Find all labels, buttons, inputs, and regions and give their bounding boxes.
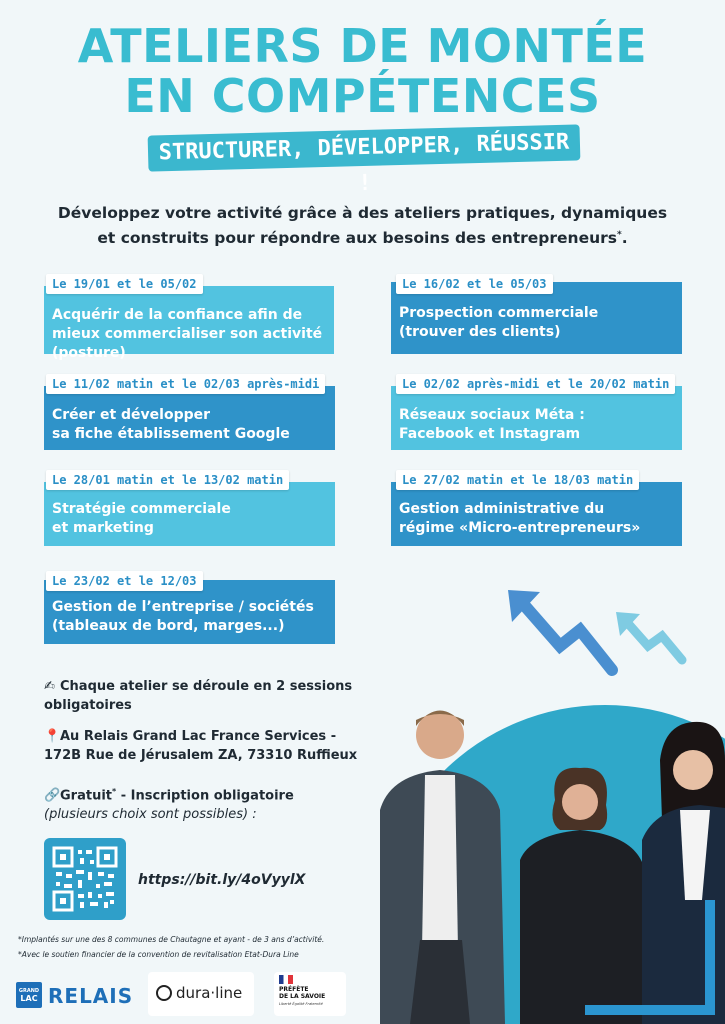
team-photo [380, 690, 725, 1024]
page-title-line2: EN COMPÉTENCES [124, 69, 601, 123]
workshop-title-line: Acquérir de la confiance afin de [52, 307, 303, 323]
workshop-box [391, 482, 682, 546]
duraline-wordmark: dura·line [176, 984, 243, 1002]
footnote-1: *Implantés sur une des 8 communes de Chautagne et ayant - de 3 ans d’activité. [18, 935, 325, 944]
footnote-2: *Avec le soutien financier de la convention de revitalisation Etat-Dura Line [18, 950, 299, 959]
intro-line1: Développez votre activité grâce à des ateliers pratiques, dynamiques [57, 204, 668, 222]
workshop-title-line: (tableaux de bord, marges...) [52, 618, 285, 634]
workshop-title-line: régime «Micro-entrepreneurs» [399, 520, 641, 536]
workshop-date: Le 02/02 après-midi et le 20/02 matin [396, 374, 675, 394]
intro-line2: et construits pour répondre aux besoins des entrepreneurs*. [97, 229, 628, 248]
sessions-info: ✍ Chaque atelier se déroule en 2 sessions obligatoires [44, 679, 353, 713]
workshop-box [44, 286, 334, 361]
workshop-box [44, 386, 335, 450]
workshop-title-line: Stratégie commerciale [52, 501, 231, 517]
qr-pattern-icon [52, 846, 118, 912]
zigzag-arrows-icon [500, 588, 700, 688]
workshop-title-line: et marketing [52, 520, 154, 536]
relais-logo [16, 974, 144, 1014]
workshop-date: Le 19/01 et le 05/02 [46, 274, 203, 294]
page-title-line1: ATELIERS DE MONTÉE [77, 19, 648, 73]
workshop-title-line: (posture) [52, 345, 126, 361]
writing-hand-icon: ✍ [44, 679, 55, 694]
partner-logos [10, 968, 355, 1018]
workshop-title-line: sa fiche établissement Google [52, 426, 290, 442]
workshop-title-line: Gestion de l’entreprise / sociétés [52, 599, 314, 615]
prefecture-name: PRÉFÈTE DE LA SAVOIE [279, 986, 326, 1000]
workshop-date: Le 28/01 matin et le 13/02 matin [46, 470, 289, 490]
workshop-box [391, 386, 682, 450]
workshop-date: Le 23/02 et le 12/03 [46, 571, 203, 591]
registration-link[interactable]: https://bit.ly/4oVyylX [138, 872, 306, 888]
prefecture-motto: Liberté Égalité Fraternité [279, 1002, 323, 1006]
subtitle-text: STRUCTURER, DÉVELOPPER, RÉUSSIR ! [148, 124, 581, 171]
relais-wordmark: RELAIS [48, 984, 134, 1008]
location-info: 📍Au Relais Grand Lac France Services - 172B Rue de Jérusalem ZA, 73310 Ruffieux [44, 729, 358, 763]
workshop-title-line: Facebook et Instagram [399, 426, 581, 442]
duraline-logo [148, 972, 254, 1016]
pin-icon: 📍 [44, 729, 61, 744]
workshop-box [44, 482, 335, 546]
subtitle-banner [148, 129, 580, 197]
workshop-title-line: Créer et développer [52, 407, 211, 423]
prefecture-logo [274, 972, 346, 1016]
workshop-date: Le 11/02 matin et le 02/03 après-midi [46, 374, 325, 394]
duraline-circle-icon [156, 985, 172, 1001]
qr-code[interactable] [44, 838, 126, 920]
workshop-title-line: mieux commercialiser son activité [52, 326, 323, 342]
link-icon: 🔗 [44, 788, 61, 804]
workshop-title-line: Prospection commerciale [399, 305, 599, 321]
workshop-date: Le 27/02 matin et le 18/03 matin [396, 470, 639, 490]
workshop-title-line: Gestion administrative du [399, 501, 605, 517]
workshop-date: Le 16/02 et le 05/03 [396, 274, 553, 294]
french-flag-icon [279, 975, 293, 984]
workshop-title-line: (trouver des clients) [399, 324, 561, 340]
grand-lac-badge: GRAND LAC [16, 982, 42, 1008]
workshop-title-line: Réseaux sociaux Méta : [399, 407, 585, 423]
price-info: 🔗Gratuit* - Inscription obligatoire (plusieurs choix sont possibles) : [44, 787, 294, 823]
intro-text [40, 202, 685, 249]
photo-illustration [380, 690, 725, 1024]
